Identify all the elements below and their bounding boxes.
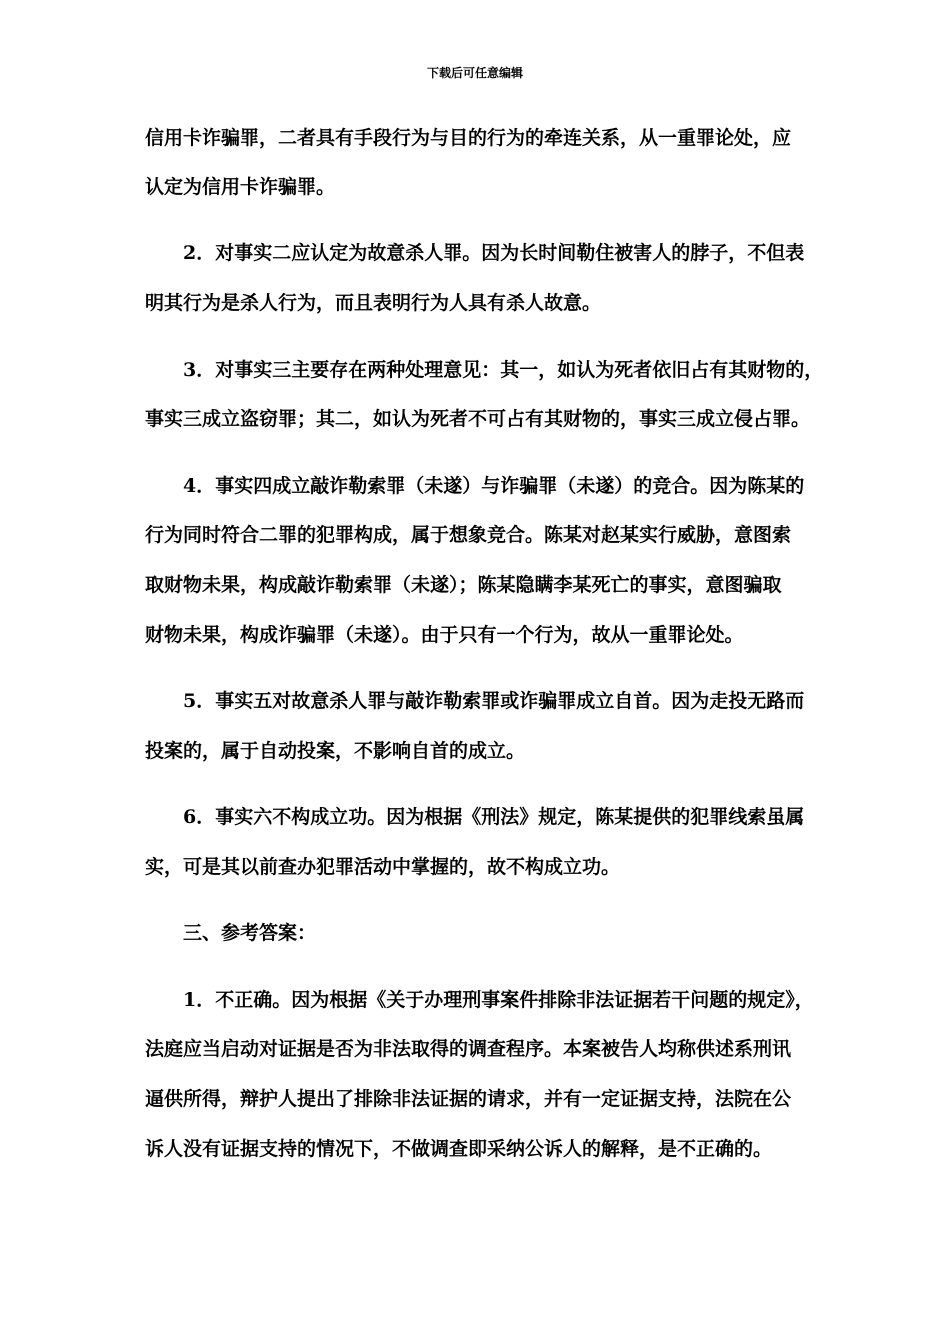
text-line: 3．对事实三主要存在两种处理意见：其一，如认为死者依旧占有其财物的， [183, 359, 824, 381]
text-line: 信用卡诈骗罪，二者具有手段行为与目的行为的牵连关系，从一重罪论处，应 [145, 127, 792, 149]
text-line: 事实三成立盗窃罪；其二，如认为死者不可占有其财物的，事实三成立侵占罪。 [145, 408, 811, 430]
text-line: 取财物未果，构成敲诈勒索罪（未遂）；陈某隐瞒李某死亡的事实，意图骗取 [145, 574, 782, 596]
text-line: 1．不正确。因为根据《关于办理刑事案件排除非法证据若干问题的规定》， [183, 989, 814, 1011]
text-line: 5．事实五对故意杀人罪与敲诈勒索罪或诈骗罪成立自首。因为走投无路而 [183, 690, 805, 712]
text-line: 逼供所得，辩护人提出了排除非法证据的请求，并有一定证据支持，法院在公 [145, 1088, 792, 1110]
text-line: 明其行为是杀人行为，而且表明行为人具有杀人故意。 [145, 292, 602, 314]
text-line: 法庭应当启动对证据是否为非法取得的调查程序。本案被告人均称供述系刑讯 [145, 1038, 792, 1060]
text-line: 财物未果，构成诈骗罪（未遂）。由于只有一个行为，故从一重罪论处。 [145, 624, 744, 646]
text-line: 4．事实四成立敲诈勒索罪（未遂）与诈骗罪（未遂）的竞合。因为陈某的 [183, 475, 805, 497]
section-heading: 三、参考答案： [183, 922, 317, 944]
text-line: 2．对事实二应认定为故意杀人罪。因为长时间勒住被害人的脖子，不但表 [183, 242, 805, 264]
page-header: 下载后可任意编辑 [426, 66, 523, 80]
text-line: 认定为信用卡诈骗罪。 [145, 176, 336, 198]
text-line: 实，可是其以前查办犯罪活动中掌握的，故不构成立功。 [145, 856, 621, 878]
text-line: 行为同时符合二罪的犯罪构成，属于想象竞合。陈某对赵某实行威胁，意图索 [145, 524, 792, 546]
text-line: 投案的，属于自动投案，不影响自首的成立。 [145, 740, 526, 762]
text-line: 诉人没有证据支持的情况下，不做调查即采纳公诉人的解释，是不正确的。 [145, 1138, 773, 1160]
text-line: 6．事实六不构成立功。因为根据《刑法》规定，陈某提供的犯罪线索虽属 [183, 806, 805, 828]
